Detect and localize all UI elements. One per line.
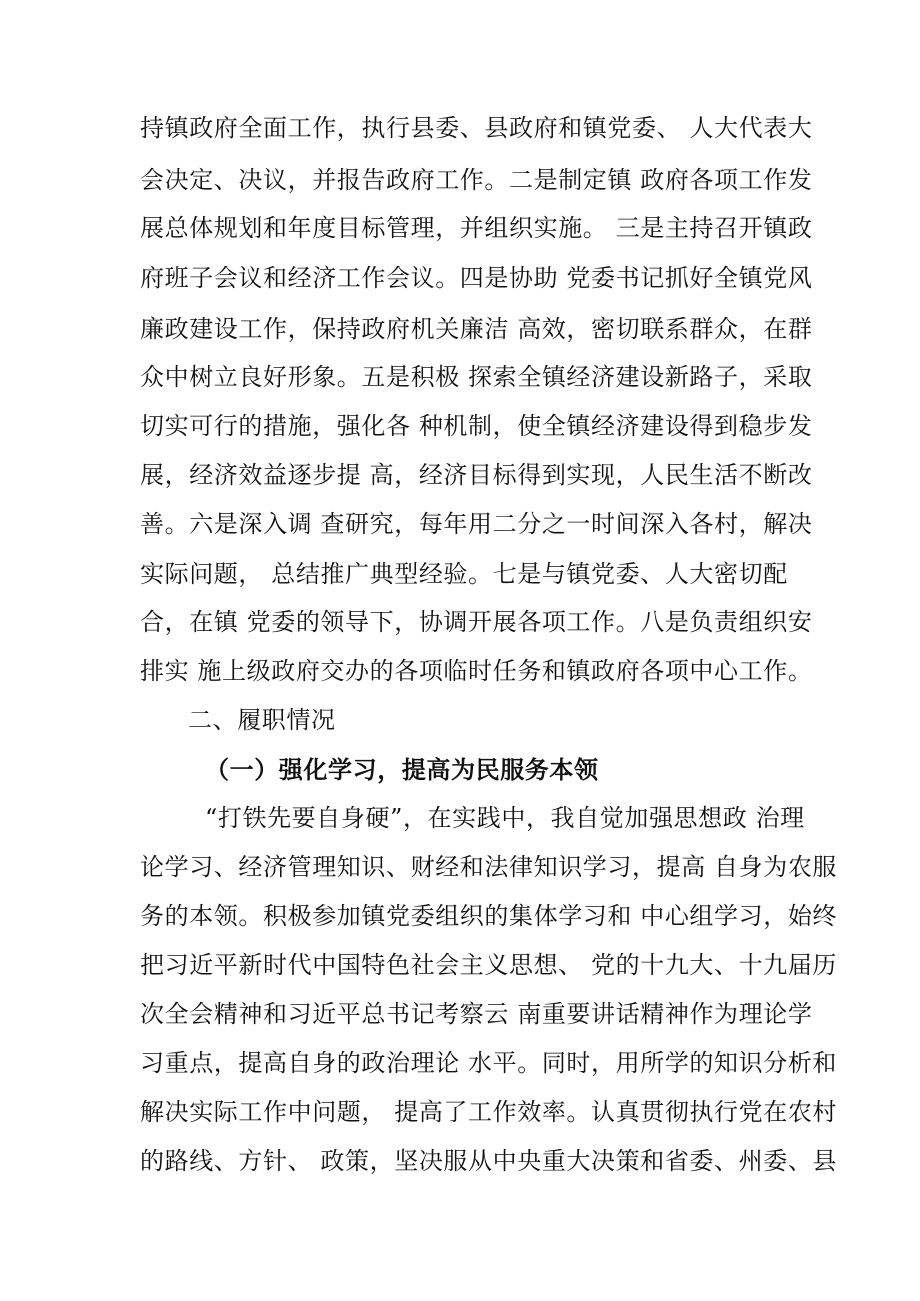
body-text-line: 众中树立良好形象。五是积极 探索全镇经济建设新路子，采取: [140, 363, 813, 391]
body-text-line: 习重点，提高自身的政治理论 水平。同时，用所学的知识分析和: [140, 1049, 838, 1077]
body-text-line: 的路线、方针、 政策，坚决服从中央重大决策和省委、州委、县: [140, 1147, 838, 1175]
body-text-line: 持镇政府全面工作，执行县委、县政府和镇党委、 人大代表大: [140, 114, 813, 142]
body-text-line: 解决实际工作中问题， 提高了工作效率。认真贯彻执行党在农村: [140, 1098, 838, 1126]
body-text-line: 展，经济效益逐步提 高，经济目标得到实现，人民生活不断改: [140, 461, 813, 489]
body-text-line: 合，在镇 党委的领导下，协调开展各项工作。八是负责组织安: [140, 608, 813, 636]
body-text-line: 府班子会议和经济工作会议。四是协助 党委书记抓好全镇党风: [140, 264, 813, 292]
body-text-line: 会决定、决议，并报告政府工作。二是制定镇 政府各项工作发: [140, 166, 813, 194]
body-text-line: 论学习、经济管理知识、财经和法律知识学习，提高 自身为农服: [140, 853, 838, 881]
body-text-line: 排实 施上级政府交办的各项临时任务和镇政府各项中心工作。: [140, 657, 813, 685]
body-text-line: “打铁先要自身硬”，在实践中，我自觉加强思想政 治理: [205, 804, 805, 832]
body-text-line: 实际问题， 总结推广典型经验。七是与镇党委、人大密切配: [140, 560, 788, 588]
body-text-line: 次全会精神和习近平总书记考察云 南重要讲话精神作为理论学: [140, 1000, 813, 1028]
body-text-line: 把习近平新时代中国特色社会主义思想、 党的十九大、十九届历: [140, 951, 838, 979]
body-text-line: 善。六是深入调 查研究，每年用二分之一时间深入各村，解决: [140, 510, 813, 538]
body-text-line: 切实可行的措施，强化各 种机制，使全镇经济建设得到稳步发: [140, 412, 813, 440]
body-text-line: 展总体规划和年度目标管理，并组织实施。 三是主持召开镇政: [140, 214, 813, 242]
body-text-line: 务的本领。积极参加镇党委组织的集体学习和 中心组学习，始终: [140, 902, 838, 930]
subsection-heading: （一）强化学习，提高为民服务本领: [205, 755, 599, 784]
body-text-line: 廉政建设工作，保持政府机关廉洁 高效，密切联系群众，在群: [140, 315, 813, 343]
section-heading: 二、履职情况: [188, 706, 336, 734]
